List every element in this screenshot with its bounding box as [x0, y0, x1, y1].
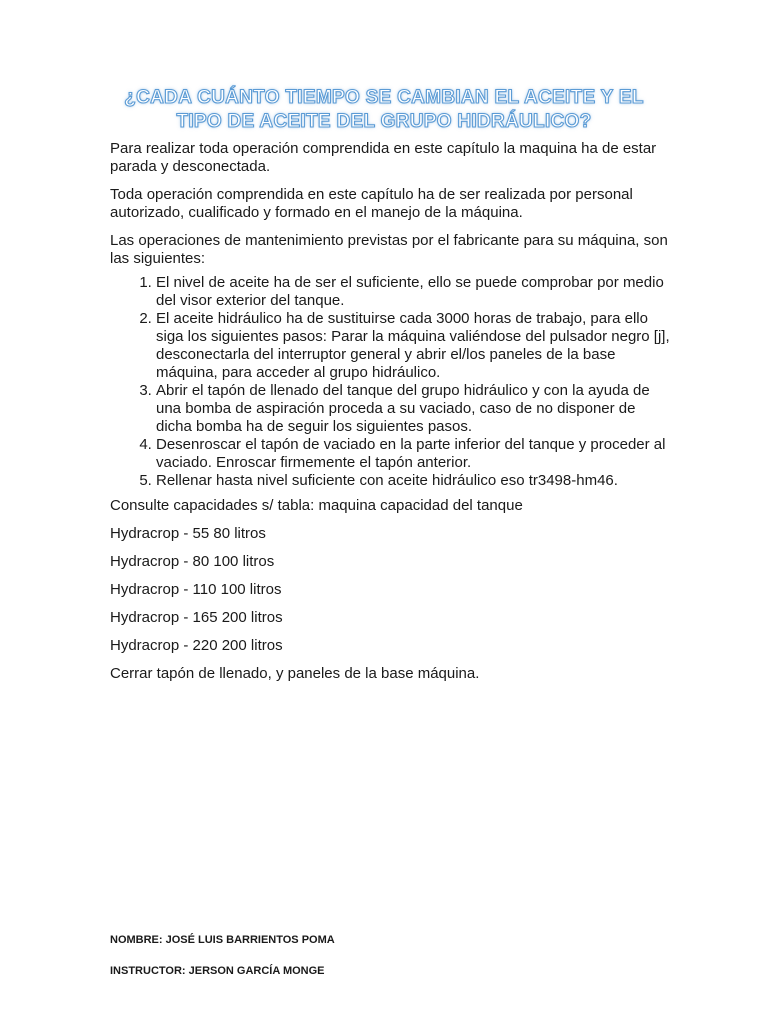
paragraph-2: Toda operación comprendida en este capítulo ha de ser realizada por personal autorizado, cualificado y formado en el manejo de la máquina. [110, 186, 633, 221]
step-item: 2. El aceite hidráulico ha de sustituirse cada 3000 horas de trabajo, para ello siga los siguientes pasos: Parar la máquina valiéndose del pulsador negro [j], desconectarla del interruptor general y abrir el/los paneles de la base máquina, para acceder al grupo hidráulico. [156, 310, 670, 382]
capacity-item: Hydracrop - 80 100 litros [110, 553, 275, 570]
footer-instructor-name: INSTRUCTOR: JERSON GARCÍA MONGE [110, 965, 325, 977]
step-item: 3. Abrir el tapón de llenado del tanque del grupo hidráulico y con la ayuda de una bomba de aspiración proceda a su vaciado, caso de no disponer de dicha bomba ha de seguir los siguientes pasos. [156, 382, 670, 436]
footer-student-name: NOMBRE: JOSÉ LUIS BARRIENTOS POMA [110, 934, 335, 946]
capacity-intro: Consulte capacidades s/ tabla: maquina capacidad del tanque [110, 497, 523, 514]
document-title [100, 86, 668, 134]
paragraph-3: Las operaciones de mantenimiento previstas por el fabricante para su máquina, son las siguientes: [110, 232, 668, 267]
capacity-item: Hydracrop - 110 100 litros [110, 581, 282, 598]
step-item: 4. Desenroscar el tapón de vaciado en la parte inferior del tanque y proceder al vaciado. Enroscar firmemente el tapón anterior. [156, 436, 670, 472]
title-line-2: TIPO DE ACEITE DEL GRUPO HIDRÁULICO? [176, 111, 592, 132]
step-item: 5. Rellenar hasta nivel suficiente con aceite hidráulico eso tr3498-hm46. [156, 472, 670, 490]
paragraph-1: Para realizar toda operación comprendida en este capítulo la maquina ha de estar parada y desconectada. [110, 140, 657, 175]
document-body [110, 140, 670, 693]
closing-instruction: Cerrar tapón de llenado, y paneles de la base máquina. [110, 665, 480, 682]
maintenance-steps-list [110, 274, 670, 490]
capacity-item: Hydracrop - 220 200 litros [110, 637, 283, 654]
step-item: 1. El nivel de aceite ha de ser el suficiente, ello se puede comprobar por medio del visor exterior del tanque. [156, 274, 670, 310]
capacity-item: Hydracrop - 55 80 litros [110, 525, 266, 542]
title-line-1: ¿CADA CUÁNTO TIEMPO SE CAMBIAN EL ACEITE Y EL [124, 87, 644, 108]
capacity-item: Hydracrop - 165 200 litros [110, 609, 283, 626]
